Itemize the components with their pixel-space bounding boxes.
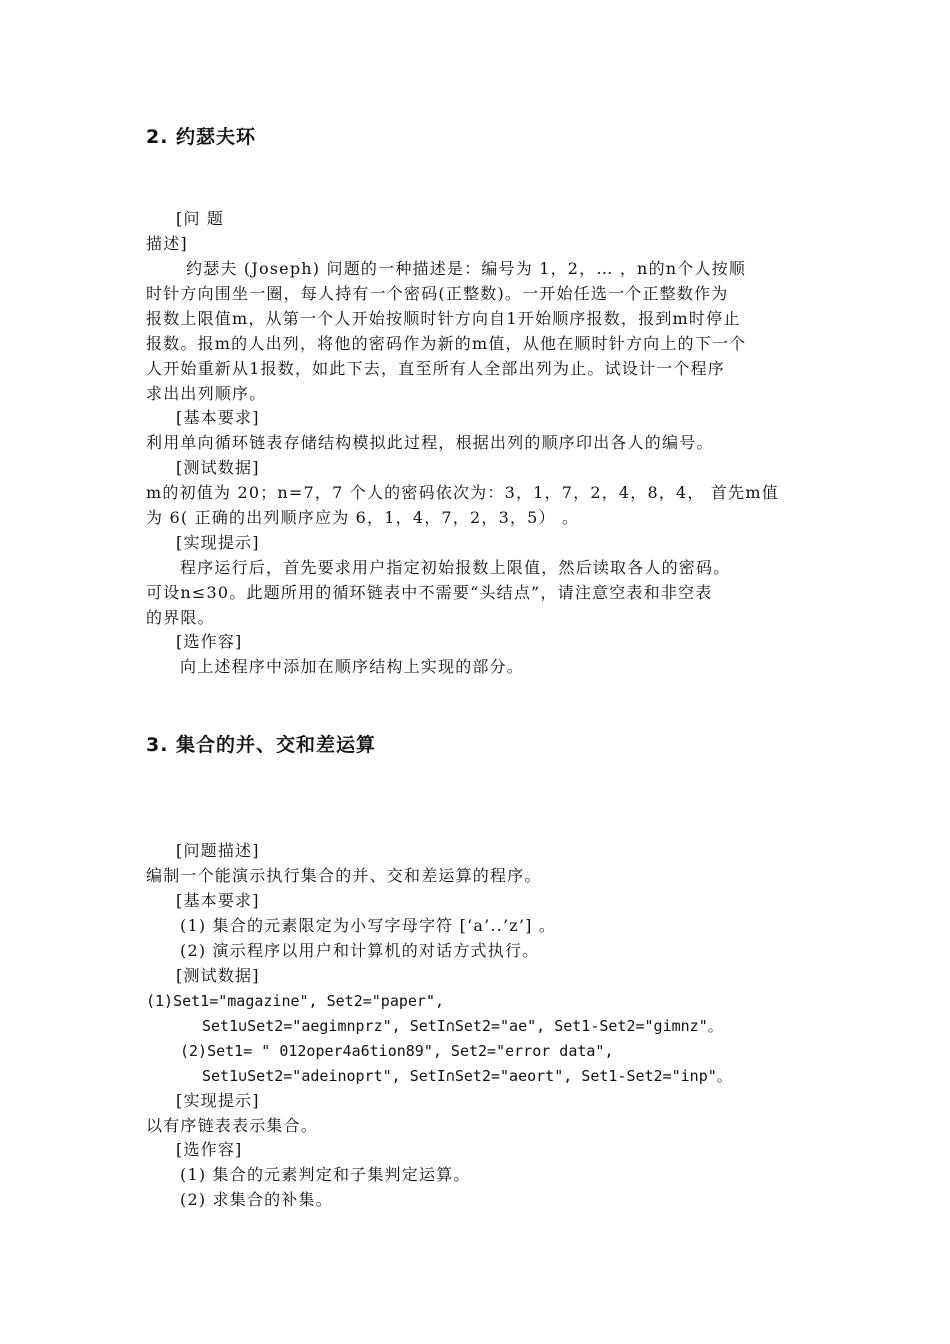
problem-label-part1: [问 题 [176, 209, 225, 228]
test-data-line: (1)Set1="magazine", Set2="paper", [146, 992, 445, 1010]
optional-content-text: 向上述程序中添加在顺序结构上实现的部分。 [180, 657, 525, 676]
implementation-hint-text: 以有序链表表示集合。 [146, 1116, 319, 1135]
basic-requirement-item: (2) 演示程序以用户和计算机的对话方式执行。 [180, 941, 540, 960]
implementation-hint-line: 的界限。 [146, 608, 215, 627]
optional-content-item: (2) 求集合的补集。 [180, 1190, 333, 1209]
implementation-hint-line: 程序运行后，首先要求用户指定初始报数上限值，然后读取各人的密码。 [180, 558, 731, 577]
implementation-hint-line: 可设n≤30。此题所用的循环链表中不需要“头结点”，请注意空表和非空表 [146, 583, 713, 602]
description-line: 时针方向围坐一圈，每人持有一个密码(正整数)。一开始任选一个正整数作为 [146, 284, 729, 303]
description-line: 报数。报m的人出列，将他的密码作为新的m值，从他在顺时针方向上的下一个 [146, 334, 747, 353]
description-line: 人开始重新从1报数，如此下去，直至所有人全部出列为止。试设计一个程序 [146, 359, 725, 378]
section-heading-josephus: 2. 约瑟夫环 [146, 126, 257, 148]
optional-content-label: [选作容] [176, 1140, 243, 1159]
implementation-hint-label: [实现提示] [176, 1091, 260, 1110]
problem-label-part2: 描述] [146, 234, 188, 253]
optional-content-label: [选作容] [176, 632, 243, 651]
test-data-label: [测试数据] [176, 458, 260, 477]
section-heading-set-operations: 3. 集合的并、交和差运算 [146, 734, 377, 756]
description-line: 报数上限值m，从第一个人开始按顺时针方向自1开始顺序报数，报到m时停止 [146, 309, 741, 328]
basic-requirement-item: (1) 集合的元素限定为小写字母字符 [‘a’..’z’] 。 [180, 916, 557, 935]
description-line: 约瑟夫 (Joseph) 问题的一种描述是：编号为 1，2，… ，n的n个人按顺 [186, 259, 747, 278]
test-data-line: m的初值为 20；n=7，7 个人的密码依次为：3，1，7，2，4，8，4， 首先m值 [146, 483, 779, 502]
basic-requirements-label: [基本要求] [176, 408, 260, 427]
test-data-line: 为 6( 正确的出列顺序应为 6，1，4，7，2，3，5） 。 [146, 508, 580, 527]
test-data-label: [测试数据] [176, 966, 260, 985]
basic-requirements-label: [基本要求] [176, 891, 260, 910]
test-data-line: Set1∪Set2="aegimnprz", SetI∩Set2="ae", Set1-Set2="gimnz"。 [202, 1017, 723, 1035]
test-data-line: (2)Set1= " 012oper4a6tion89", Set2="error data", [180, 1042, 614, 1060]
problem-description-label: [问题描述] [176, 841, 260, 860]
optional-content-item: (1) 集合的元素判定和子集判定运算。 [180, 1165, 471, 1184]
description-line: 求出出列顺序。 [146, 384, 267, 403]
problem-description-text: 编制一个能演示执行集合的并、交和差运算的程序。 [146, 866, 542, 885]
test-data-line: Set1∪Set2="adeinoprt", SetI∩Set2="aeort", Set1-Set2="inp"。 [202, 1067, 732, 1085]
implementation-hint-label: [实现提示] [176, 533, 260, 552]
basic-requirements-text: 利用单向循环链表存储结构模拟此过程，根据出列的顺序印出各人的编号。 [146, 433, 714, 452]
